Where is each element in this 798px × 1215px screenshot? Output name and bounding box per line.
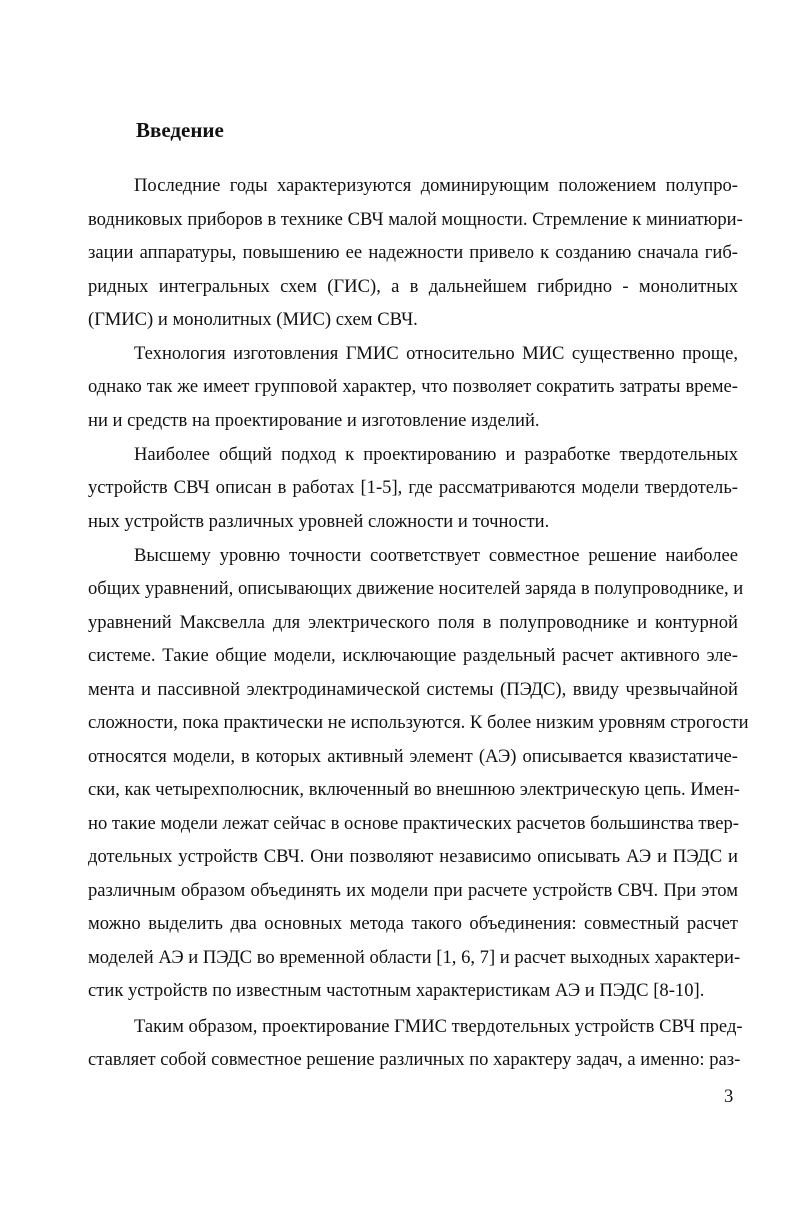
- text-line: ставляет собой совместное решение различных по характеру задач, а именно: раз-: [88, 1049, 741, 1070]
- text-line: однако так же имеет групповой характер, что позволяет сократить затраты време-: [88, 376, 738, 397]
- text-line: ридных интегральных схем (ГИС), а в дальнейшем гибридно - монолитных: [88, 276, 738, 297]
- text-line: Таким образом, проектирование ГМИС твердотельных устройств СВЧ пред-: [134, 1016, 743, 1037]
- text-line: дотельных устройств СВЧ. Они позволяют независимо описывать АЭ и ПЭДС и: [88, 846, 738, 867]
- text-line: сложности, пока практически не используются. К более низким уровням строгости: [88, 712, 749, 733]
- text-line: общих уравнений, описывающих движение носителей заряда в полупроводнике, и: [88, 578, 744, 599]
- text-line: ски, как четырехполюсник, включенный во внешнюю электрическую цепь. Имен-: [88, 779, 740, 800]
- text-line: устройств СВЧ описан в работах [1-5], где рассматриваются модели твердотель-: [88, 477, 738, 498]
- text-line: водниковых приборов в технике СВЧ малой мощности. Стремление к миниатюри-: [88, 209, 743, 230]
- text-line: можно выделить два основных метода такого объединения: совместный расчет: [88, 913, 738, 934]
- text-line: системе. Такие общие модели, исключающие раздельный расчет активного эле-: [88, 645, 738, 666]
- text-line: зации аппаратуры, повышению ее надежности привело к созданию сначала гиб-: [88, 242, 738, 263]
- text-line: (ГМИС) и монолитных (МИС) схем СВЧ.: [88, 309, 418, 330]
- text-line: ни и средств на проектирование и изготовление изделий.: [88, 410, 540, 431]
- page-number: 3: [724, 1086, 734, 1107]
- text-line: различным образом объединять их модели при расчете устройств СВЧ. При этом: [88, 880, 738, 901]
- text-line: относятся модели, в которых активный элемент (АЭ) описывается квазистатиче-: [88, 746, 738, 767]
- text-line: но такие модели лежат сейчас в основе практических расчетов большинства твер-: [88, 813, 739, 834]
- text-line: Наиболее общий подход к проектированию и разработке твердотельных: [134, 444, 738, 465]
- text-line: Технология изготовления ГМИС относительно МИС существенно проще,: [134, 343, 738, 364]
- section-heading: Введение: [136, 118, 224, 142]
- text-line: мента и пассивной электродинамической системы (ПЭДС), ввиду чрезвычайной: [88, 679, 738, 700]
- text-line: ных устройств различных уровней сложности и точности.: [88, 511, 550, 532]
- text-line: моделей АЭ и ПЭДС во временной области [1, 6, 7] и расчет выходных характери-: [88, 947, 741, 968]
- text-line: уравнений Максвелла для электрического поля в полупроводнике и контурной: [88, 612, 738, 633]
- text-line: Высшему уровню точности соответствует совместное решение наиболее: [134, 545, 738, 566]
- text-line: Последние годы характеризуются доминирующим положением полупро-: [134, 175, 738, 196]
- text-line: стик устройств по известным частотным характеристикам АЭ и ПЭДС [8-10].: [88, 980, 705, 1001]
